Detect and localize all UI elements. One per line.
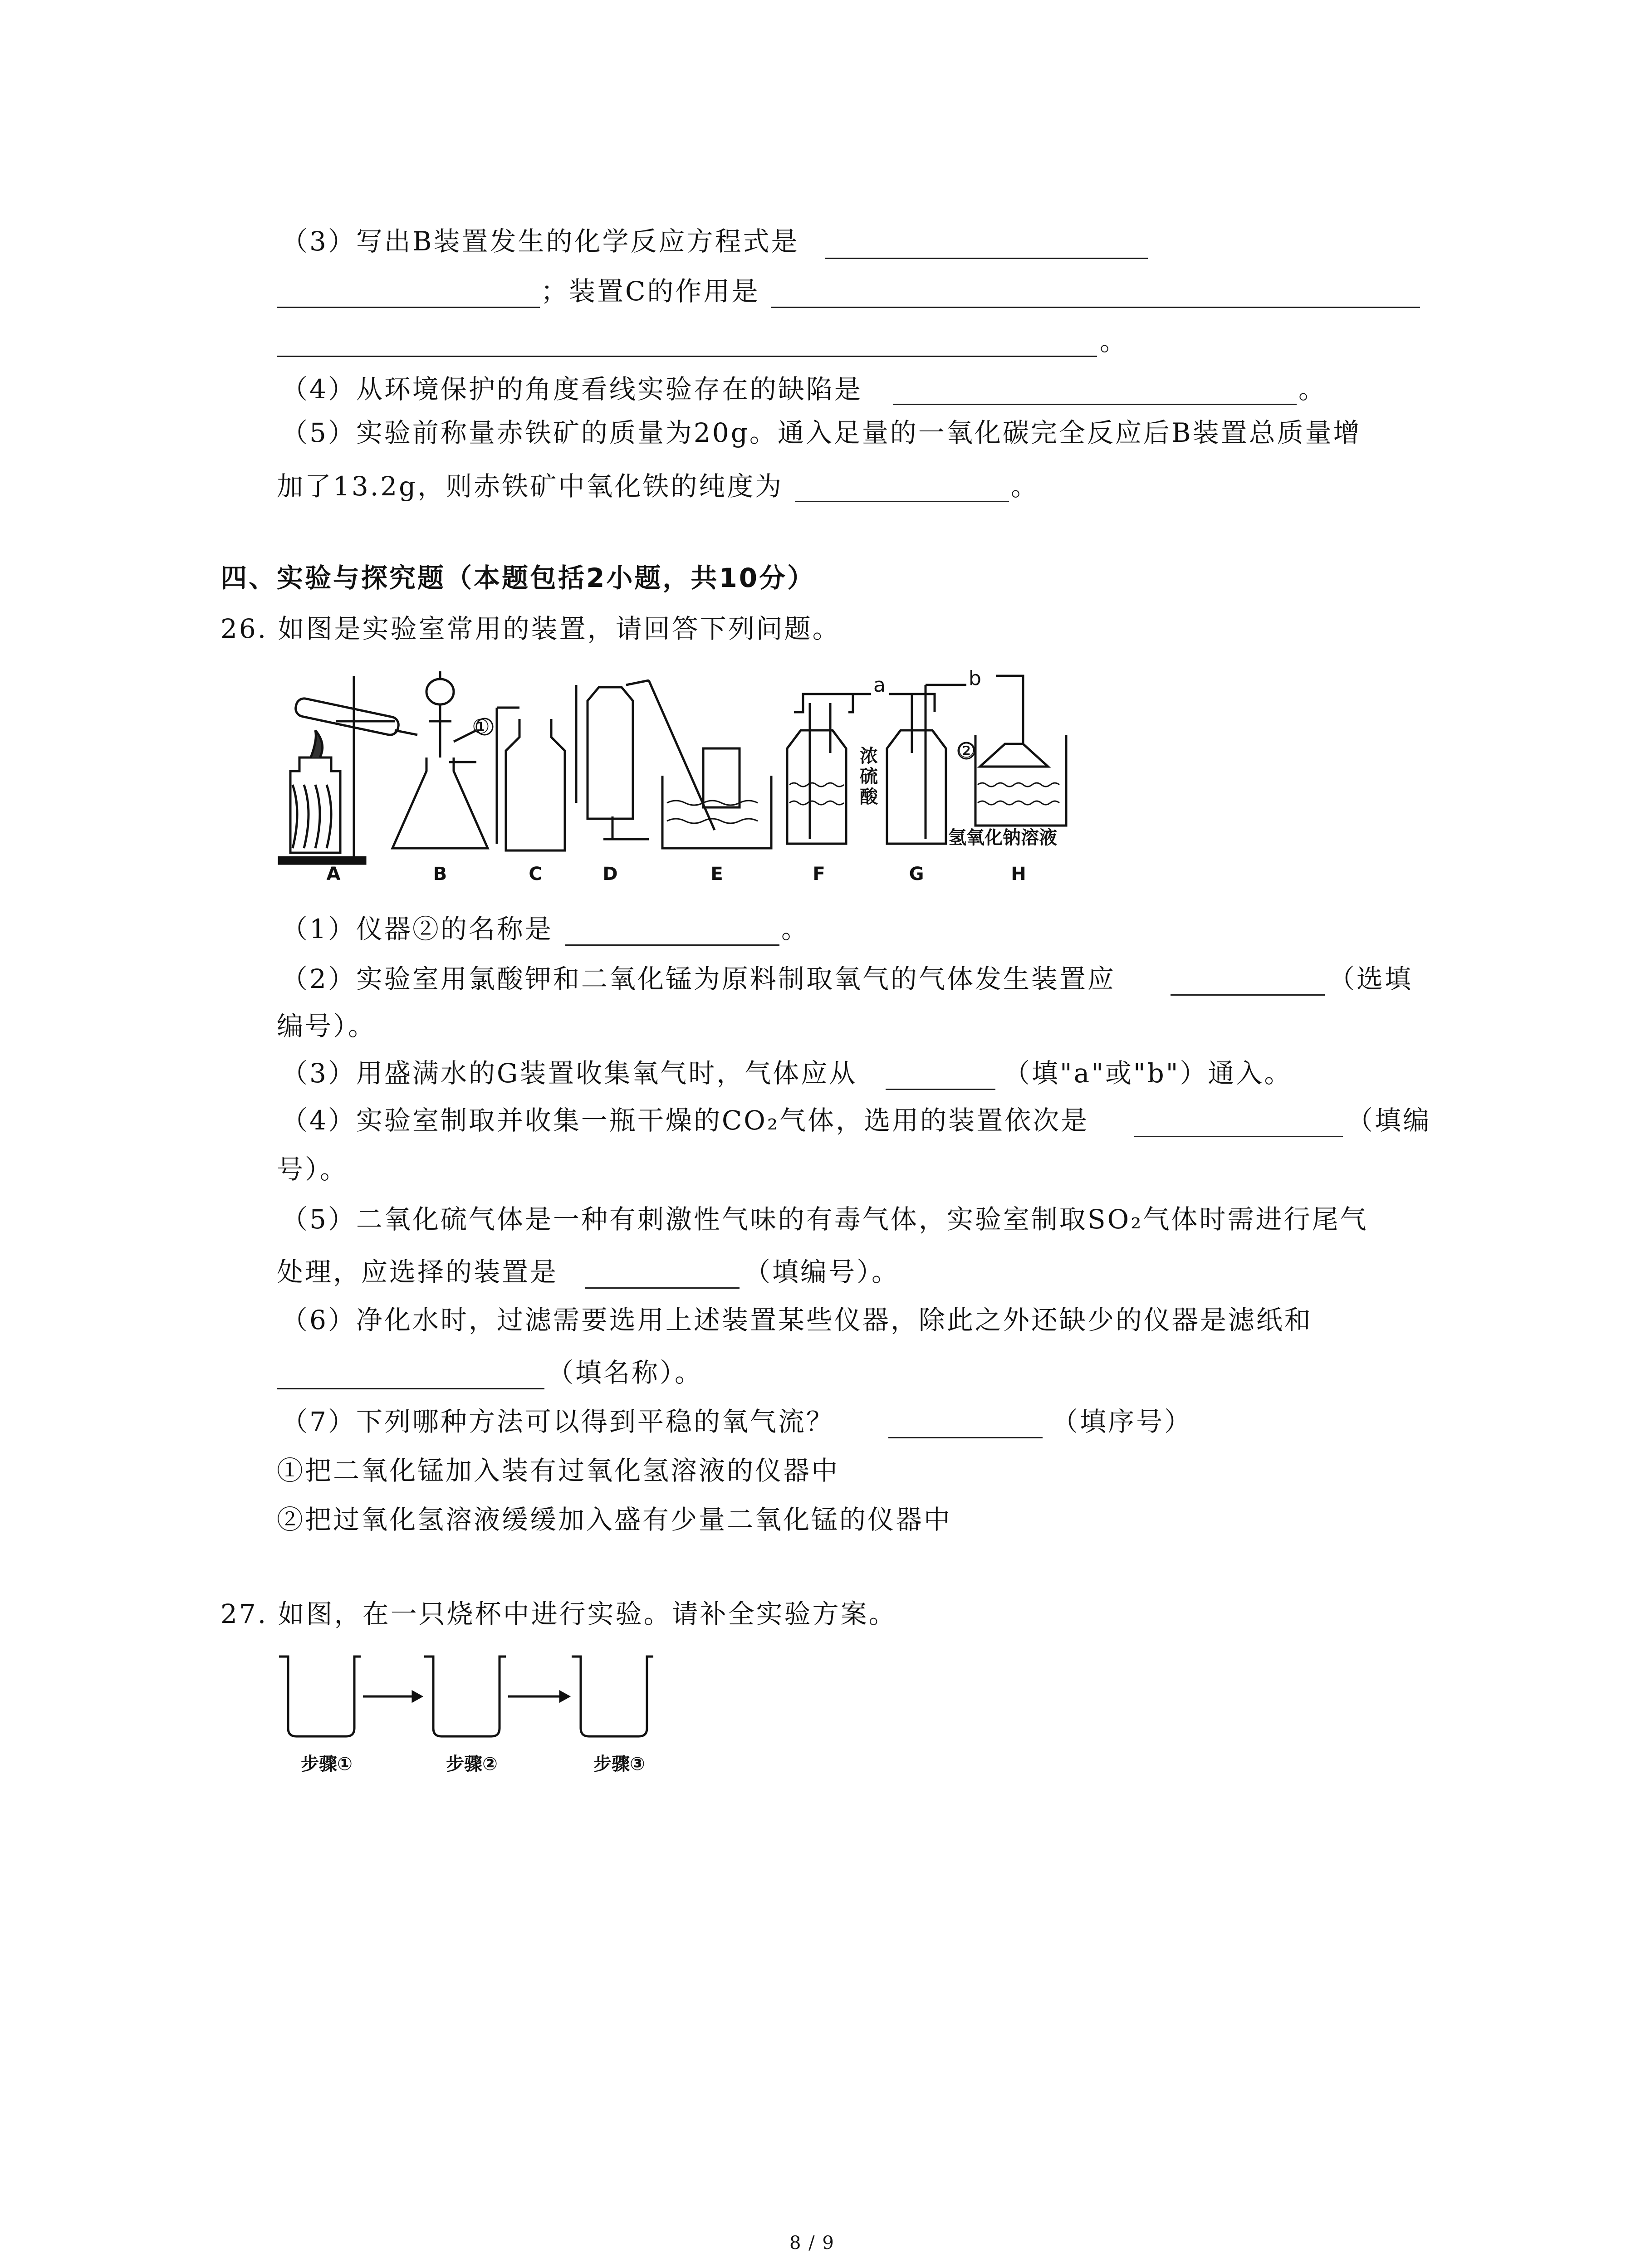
q25-p3-line1: （3）写出B装置发生的化学反应方程式是 [281, 226, 799, 257]
apparatus-label-h: H [1011, 864, 1026, 885]
q26-p1: （1）仪器②的名称是 [281, 914, 553, 944]
q26-p7-end: （填序号） [1052, 1406, 1193, 1437]
beaker-step-1 [279, 1657, 361, 1736]
answer-blank[interactable] [565, 944, 779, 946]
acid-char-3: 酸 [860, 787, 878, 807]
q25-p3-end: 。 [1100, 326, 1128, 357]
apparatus-a-heating-setup [279, 676, 417, 864]
naoh-solution-label: 氢氧化钠溶液 [948, 827, 1057, 848]
circle-label-1: ① [472, 715, 490, 738]
answer-blank[interactable] [825, 258, 1148, 259]
q26-p3: （3）用盛满水的G装置收集氧气时，气体应从 [281, 1058, 857, 1089]
q26-p5-line2: 处理，应选择的装置是 [277, 1256, 558, 1287]
apparatus-d-inverted-bottle [576, 680, 649, 839]
q25-p5-line2: 加了13.2g，则赤铁矿中氧化铁的纯度为 [277, 471, 784, 502]
answer-blank[interactable] [1171, 994, 1325, 996]
q26-p4-end: （填编 [1347, 1105, 1431, 1136]
apparatus-f-wash-bottle [787, 694, 871, 844]
answer-blank[interactable] [585, 1287, 740, 1289]
q26-option-2: ②把过氧化氢溶液缓缓加入盛有少量二氧化锰的仪器中 [277, 1504, 952, 1535]
q26-stem: 26. 如图是实验室常用的装置，请回答下列问题。 [220, 613, 841, 644]
step-label-3: 步骤③ [593, 1754, 645, 1774]
apparatus-g-wash-bottle [887, 685, 966, 844]
step-label-1: 步骤① [301, 1754, 353, 1774]
beaker-steps-figure [272, 1651, 681, 1787]
apparatus-label-b: B [433, 864, 447, 885]
circle-label-2: ② [957, 739, 975, 763]
step-label-2: 步骤② [446, 1754, 498, 1774]
answer-blank[interactable] [888, 1437, 1043, 1438]
answer-blank[interactable] [277, 356, 1097, 357]
q25-p5-line1: （5）实验前称量赤铁矿的质量为20g。通入足量的一氧化碳完全反应后B装置总质量增 [281, 417, 1362, 448]
q25-p4-end: 。 [1298, 374, 1327, 405]
page-number: 8 / 9 [789, 2233, 835, 2253]
port-label-a: a [873, 674, 886, 697]
q26-p2-line2: 编号）。 [277, 1011, 377, 1041]
apparatus-label-f: F [813, 864, 825, 885]
beaker-step-2 [424, 1657, 506, 1736]
q26-p3-end: （填"a"或"b"）通入。 [1004, 1058, 1293, 1089]
q26-p5-end: （填编号）。 [744, 1256, 900, 1287]
acid-char-1: 浓 [860, 746, 878, 767]
q26-p2-end: （选填 [1328, 963, 1413, 994]
apparatus-label-d: D [603, 864, 618, 885]
q26-option-1: ①把二氧化锰加入装有过氧化氢溶液的仪器中 [277, 1455, 840, 1486]
lab-apparatus-figure [268, 667, 1130, 885]
apparatus-label-c: C [529, 864, 542, 885]
q26-p2-line1: （2）实验室用氯酸钾和二氧化锰为原料制取氧气的气体发生装置应 [281, 963, 1116, 994]
answer-blank[interactable] [886, 1089, 995, 1090]
answer-blank[interactable] [795, 501, 1009, 502]
answer-blank[interactable] [277, 1388, 544, 1389]
q27-stem: 27. 如图，在一只烧杯中进行实验。请补全实验方案。 [220, 1598, 897, 1629]
apparatus-label-g: G [909, 864, 924, 885]
q26-p6-end: （填名称）。 [547, 1357, 703, 1388]
q25-p3-line2: ；装置C的作用是 [541, 276, 760, 307]
apparatus-c-gas-bottle [497, 708, 565, 850]
q26-p4-line1: （4）实验室制取并收集一瓶干燥的CO₂气体，选用的装置依次是 [281, 1105, 1089, 1136]
q26-p4-line2: 号）。 [277, 1154, 348, 1185]
apparatus-label-a: A [326, 864, 341, 885]
q26-p5-line1: （5）二氧化硫气体是一种有刺激性气味的有毒气体，实验室制取SO₂气体时需进行尾气 [281, 1204, 1368, 1235]
apparatus-b-flask-funnel [392, 671, 493, 848]
port-label-b: b [969, 667, 981, 690]
answer-blank[interactable] [893, 404, 1297, 405]
apparatus-e-water-trough [649, 680, 771, 848]
q26-p1-end: 。 [781, 914, 810, 944]
q26-p6-line1: （6）净化水时，过滤需要选用上述装置某些仪器，除此之外还缺少的仪器是滤纸和 [281, 1305, 1313, 1335]
answer-blank[interactable] [1134, 1136, 1343, 1137]
q25-p5-end: 。 [1011, 471, 1039, 502]
section-title: 四、实验与探究题（本题包括2小题，共10分） [220, 562, 816, 593]
beaker-step-3 [572, 1657, 653, 1736]
acid-char-2: 硫 [860, 766, 878, 787]
answer-blank[interactable] [771, 307, 1420, 308]
answer-blank[interactable] [277, 307, 540, 308]
q26-p7: （7）下列哪种方法可以得到平稳的氧气流？ [281, 1406, 834, 1437]
apparatus-label-e: E [710, 864, 723, 885]
q25-p4: （4）从环境保护的角度看线实验存在的缺陷是 [281, 374, 862, 405]
